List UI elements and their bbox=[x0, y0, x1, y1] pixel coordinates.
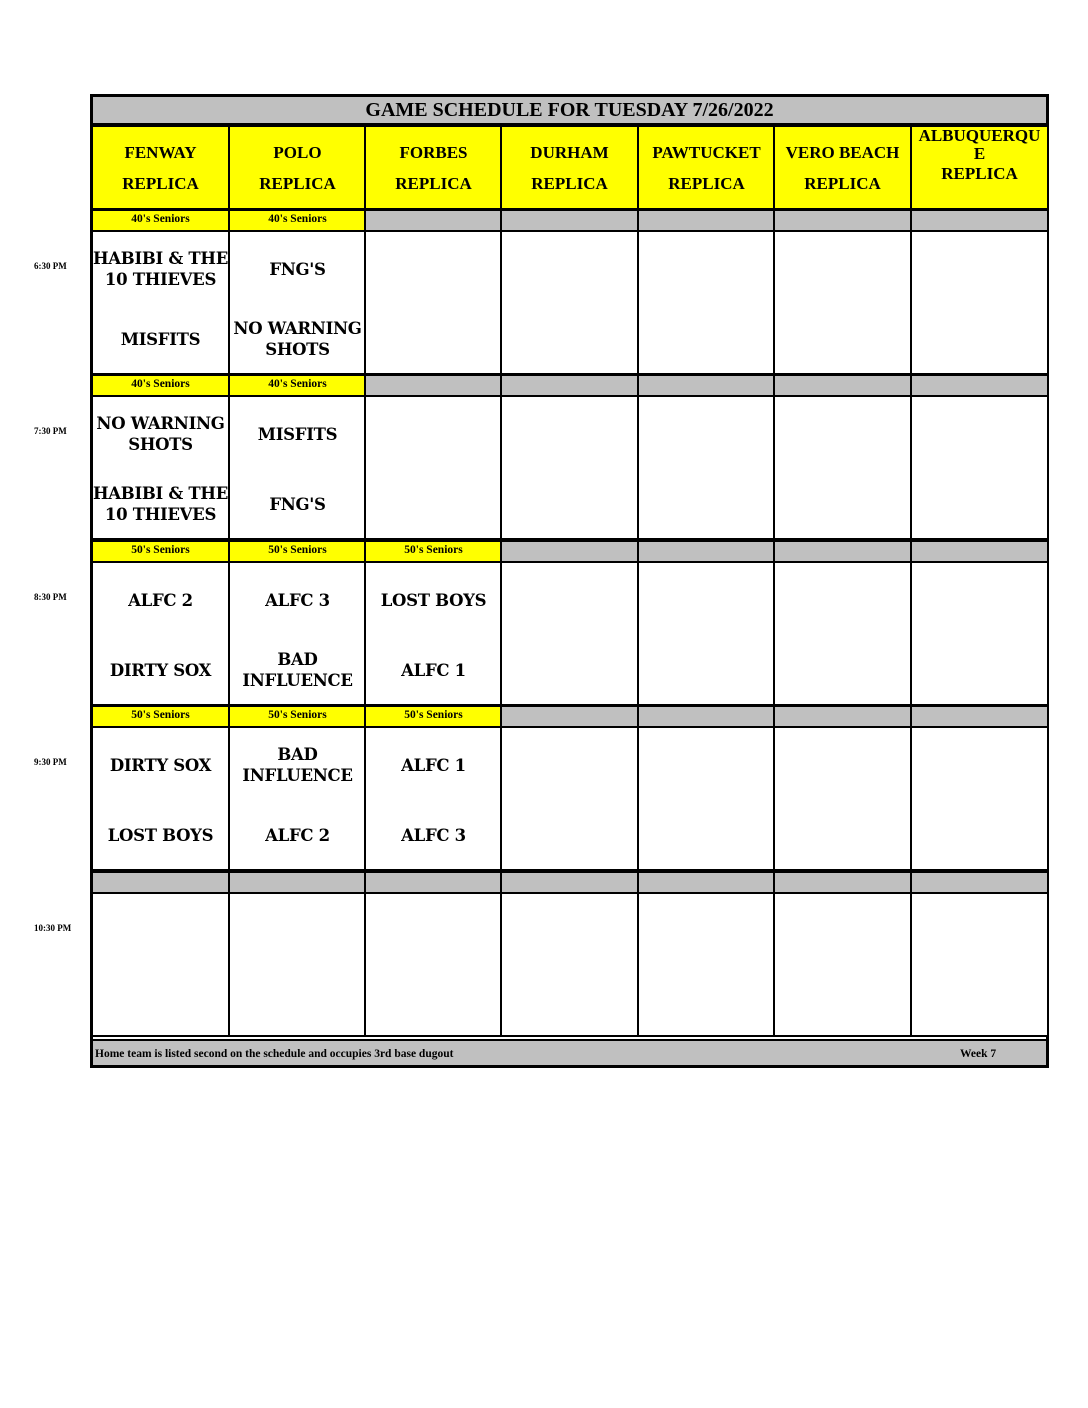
home-team bbox=[93, 802, 228, 868]
division-label bbox=[773, 209, 912, 232]
division-label bbox=[364, 374, 503, 397]
away-team-name: ALFC 1 bbox=[401, 755, 466, 775]
division-label bbox=[637, 871, 776, 894]
division-label bbox=[500, 209, 639, 232]
game-cell bbox=[364, 395, 503, 540]
division-label: 40's Seniors bbox=[228, 209, 367, 232]
away-team-name: ALFC 3 bbox=[265, 590, 330, 610]
game-cell bbox=[500, 892, 639, 1037]
game-cell bbox=[637, 561, 776, 706]
away-team bbox=[230, 401, 365, 467]
division-label bbox=[500, 705, 639, 728]
game-cell bbox=[228, 561, 367, 706]
home-team bbox=[230, 802, 365, 868]
game-cell bbox=[228, 395, 367, 540]
home-team bbox=[366, 637, 501, 703]
time-label: 9:30 PM bbox=[34, 757, 67, 767]
home-team bbox=[93, 637, 228, 703]
game-cell bbox=[228, 230, 367, 375]
division-label bbox=[910, 209, 1049, 232]
game-cell bbox=[228, 892, 367, 1037]
venue-name: POLO bbox=[273, 142, 322, 162]
home-team-name: DIRTY SOX bbox=[109, 660, 212, 680]
away-team-name: NO WARNING SHOTS bbox=[96, 414, 225, 454]
division-label bbox=[364, 209, 503, 232]
division-label bbox=[500, 374, 639, 397]
game-cell bbox=[910, 892, 1049, 1037]
home-team-name: ALFC 3 bbox=[401, 825, 466, 845]
away-team bbox=[93, 401, 228, 467]
footer-bar bbox=[93, 1039, 1046, 1065]
game-cell bbox=[364, 726, 503, 871]
venue-header bbox=[228, 125, 367, 210]
time-label: 6:30 PM bbox=[34, 261, 67, 271]
schedule-title: GAME SCHEDULE FOR TUESDAY 7/26/2022 bbox=[93, 97, 1046, 125]
game-cell bbox=[637, 230, 776, 375]
game-cell bbox=[364, 892, 503, 1037]
away-team bbox=[366, 732, 501, 798]
game-cell bbox=[91, 726, 230, 871]
game-cell bbox=[773, 395, 912, 540]
game-cell bbox=[91, 395, 230, 540]
time-label: 10:30 PM bbox=[34, 923, 72, 933]
venue-header bbox=[910, 125, 1049, 210]
venue-subtitle: REPLICA bbox=[941, 164, 1018, 183]
week-label: Week 7 bbox=[960, 1048, 997, 1060]
game-cell bbox=[773, 892, 912, 1037]
division-label bbox=[500, 871, 639, 894]
division-label bbox=[500, 540, 639, 563]
venue-name: FORBES bbox=[399, 142, 468, 162]
home-team-name: ALFC 2 bbox=[265, 825, 330, 845]
venue-subtitle: REPLICA bbox=[259, 173, 336, 193]
game-cell bbox=[500, 230, 639, 375]
away-team-name: FNG'S bbox=[269, 259, 326, 279]
division-label bbox=[364, 871, 503, 894]
home-team-name: ALFC 1 bbox=[401, 660, 466, 680]
away-team bbox=[93, 236, 228, 302]
game-cell bbox=[773, 726, 912, 871]
game-cell bbox=[910, 230, 1049, 375]
venue-header bbox=[364, 125, 503, 210]
game-cell bbox=[91, 892, 230, 1037]
division-label bbox=[910, 540, 1049, 563]
game-cell bbox=[910, 726, 1049, 871]
time-label: 7:30 PM bbox=[34, 426, 67, 436]
away-team-name: LOST BOYS bbox=[380, 590, 487, 610]
venue-header bbox=[637, 125, 776, 210]
division-label: 50's Seniors bbox=[228, 540, 367, 563]
division-label: 40's Seniors bbox=[228, 374, 367, 397]
venue-subtitle: REPLICA bbox=[122, 173, 199, 193]
division-label: 50's Seniors bbox=[364, 540, 503, 563]
away-team bbox=[93, 732, 228, 798]
division-label bbox=[773, 705, 912, 728]
venue-subtitle: REPLICA bbox=[668, 173, 745, 193]
home-team-name: FNG'S bbox=[269, 494, 326, 514]
away-team-name: MISFITS bbox=[257, 424, 338, 444]
division-label bbox=[910, 705, 1049, 728]
venue-name: DURHAM bbox=[530, 142, 609, 162]
away-team bbox=[93, 567, 228, 633]
home-team-name: LOST BOYS bbox=[107, 825, 214, 845]
home-team-note: Home team is listed second on the schedule and occupies 3rd base dugout bbox=[95, 1048, 454, 1060]
away-team-name: HABIBI & THE 10 THIEVES bbox=[93, 249, 228, 289]
home-team-name: NO WARNING SHOTS bbox=[233, 319, 362, 359]
home-team bbox=[366, 802, 501, 868]
away-team bbox=[230, 732, 365, 798]
division-label: 50's Seniors bbox=[364, 705, 503, 728]
venue-subtitle: REPLICA bbox=[804, 173, 881, 193]
home-team bbox=[93, 306, 228, 372]
division-label: 50's Seniors bbox=[91, 705, 230, 728]
division-label bbox=[910, 374, 1049, 397]
home-team bbox=[230, 637, 365, 703]
venue-name: VERO BEACH bbox=[785, 142, 900, 162]
home-team-name: MISFITS bbox=[120, 329, 201, 349]
division-label bbox=[637, 209, 776, 232]
venue-subtitle: REPLICA bbox=[395, 173, 472, 193]
division-label bbox=[773, 540, 912, 563]
home-team bbox=[230, 471, 365, 537]
venue-header bbox=[773, 125, 912, 210]
game-cell bbox=[910, 561, 1049, 706]
division-label: 40's Seniors bbox=[91, 374, 230, 397]
division-label: 40's Seniors bbox=[91, 209, 230, 232]
game-cell bbox=[910, 395, 1049, 540]
division-label bbox=[910, 871, 1049, 894]
game-cell bbox=[364, 561, 503, 706]
game-cell bbox=[500, 395, 639, 540]
home-team bbox=[230, 306, 365, 372]
away-team bbox=[230, 236, 365, 302]
division-label bbox=[637, 540, 776, 563]
away-team-name: ALFC 2 bbox=[128, 590, 193, 610]
division-label bbox=[91, 871, 230, 894]
game-cell bbox=[637, 395, 776, 540]
time-label: 8:30 PM bbox=[34, 592, 67, 602]
home-team-name: BAD INFLUENCE bbox=[242, 650, 353, 690]
venue-subtitle: REPLICA bbox=[531, 173, 608, 193]
game-cell bbox=[637, 892, 776, 1037]
away-team bbox=[230, 567, 365, 633]
game-cell bbox=[91, 230, 230, 375]
game-cell bbox=[228, 726, 367, 871]
division-label bbox=[773, 871, 912, 894]
game-cell bbox=[637, 726, 776, 871]
division-label: 50's Seniors bbox=[228, 705, 367, 728]
division-label bbox=[773, 374, 912, 397]
venue-header bbox=[500, 125, 639, 210]
game-cell bbox=[500, 561, 639, 706]
game-cell bbox=[364, 230, 503, 375]
away-team-name: DIRTY SOX bbox=[109, 755, 212, 775]
away-team bbox=[366, 567, 501, 633]
division-label bbox=[637, 374, 776, 397]
home-team bbox=[93, 471, 228, 537]
away-team-name: BAD INFLUENCE bbox=[242, 745, 353, 785]
home-team-name: HABIBI & THE 10 THIEVES bbox=[93, 484, 228, 524]
division-label bbox=[637, 705, 776, 728]
game-cell bbox=[773, 230, 912, 375]
venue-name: ALBUQUERQU E bbox=[918, 126, 1041, 163]
game-cell bbox=[91, 561, 230, 706]
game-cell bbox=[500, 726, 639, 871]
venue-header bbox=[91, 125, 230, 210]
game-cell bbox=[773, 561, 912, 706]
division-label bbox=[228, 871, 367, 894]
venue-name: PAWTUCKET bbox=[652, 142, 761, 162]
division-label: 50's Seniors bbox=[91, 540, 230, 563]
venue-name: FENWAY bbox=[124, 142, 197, 162]
